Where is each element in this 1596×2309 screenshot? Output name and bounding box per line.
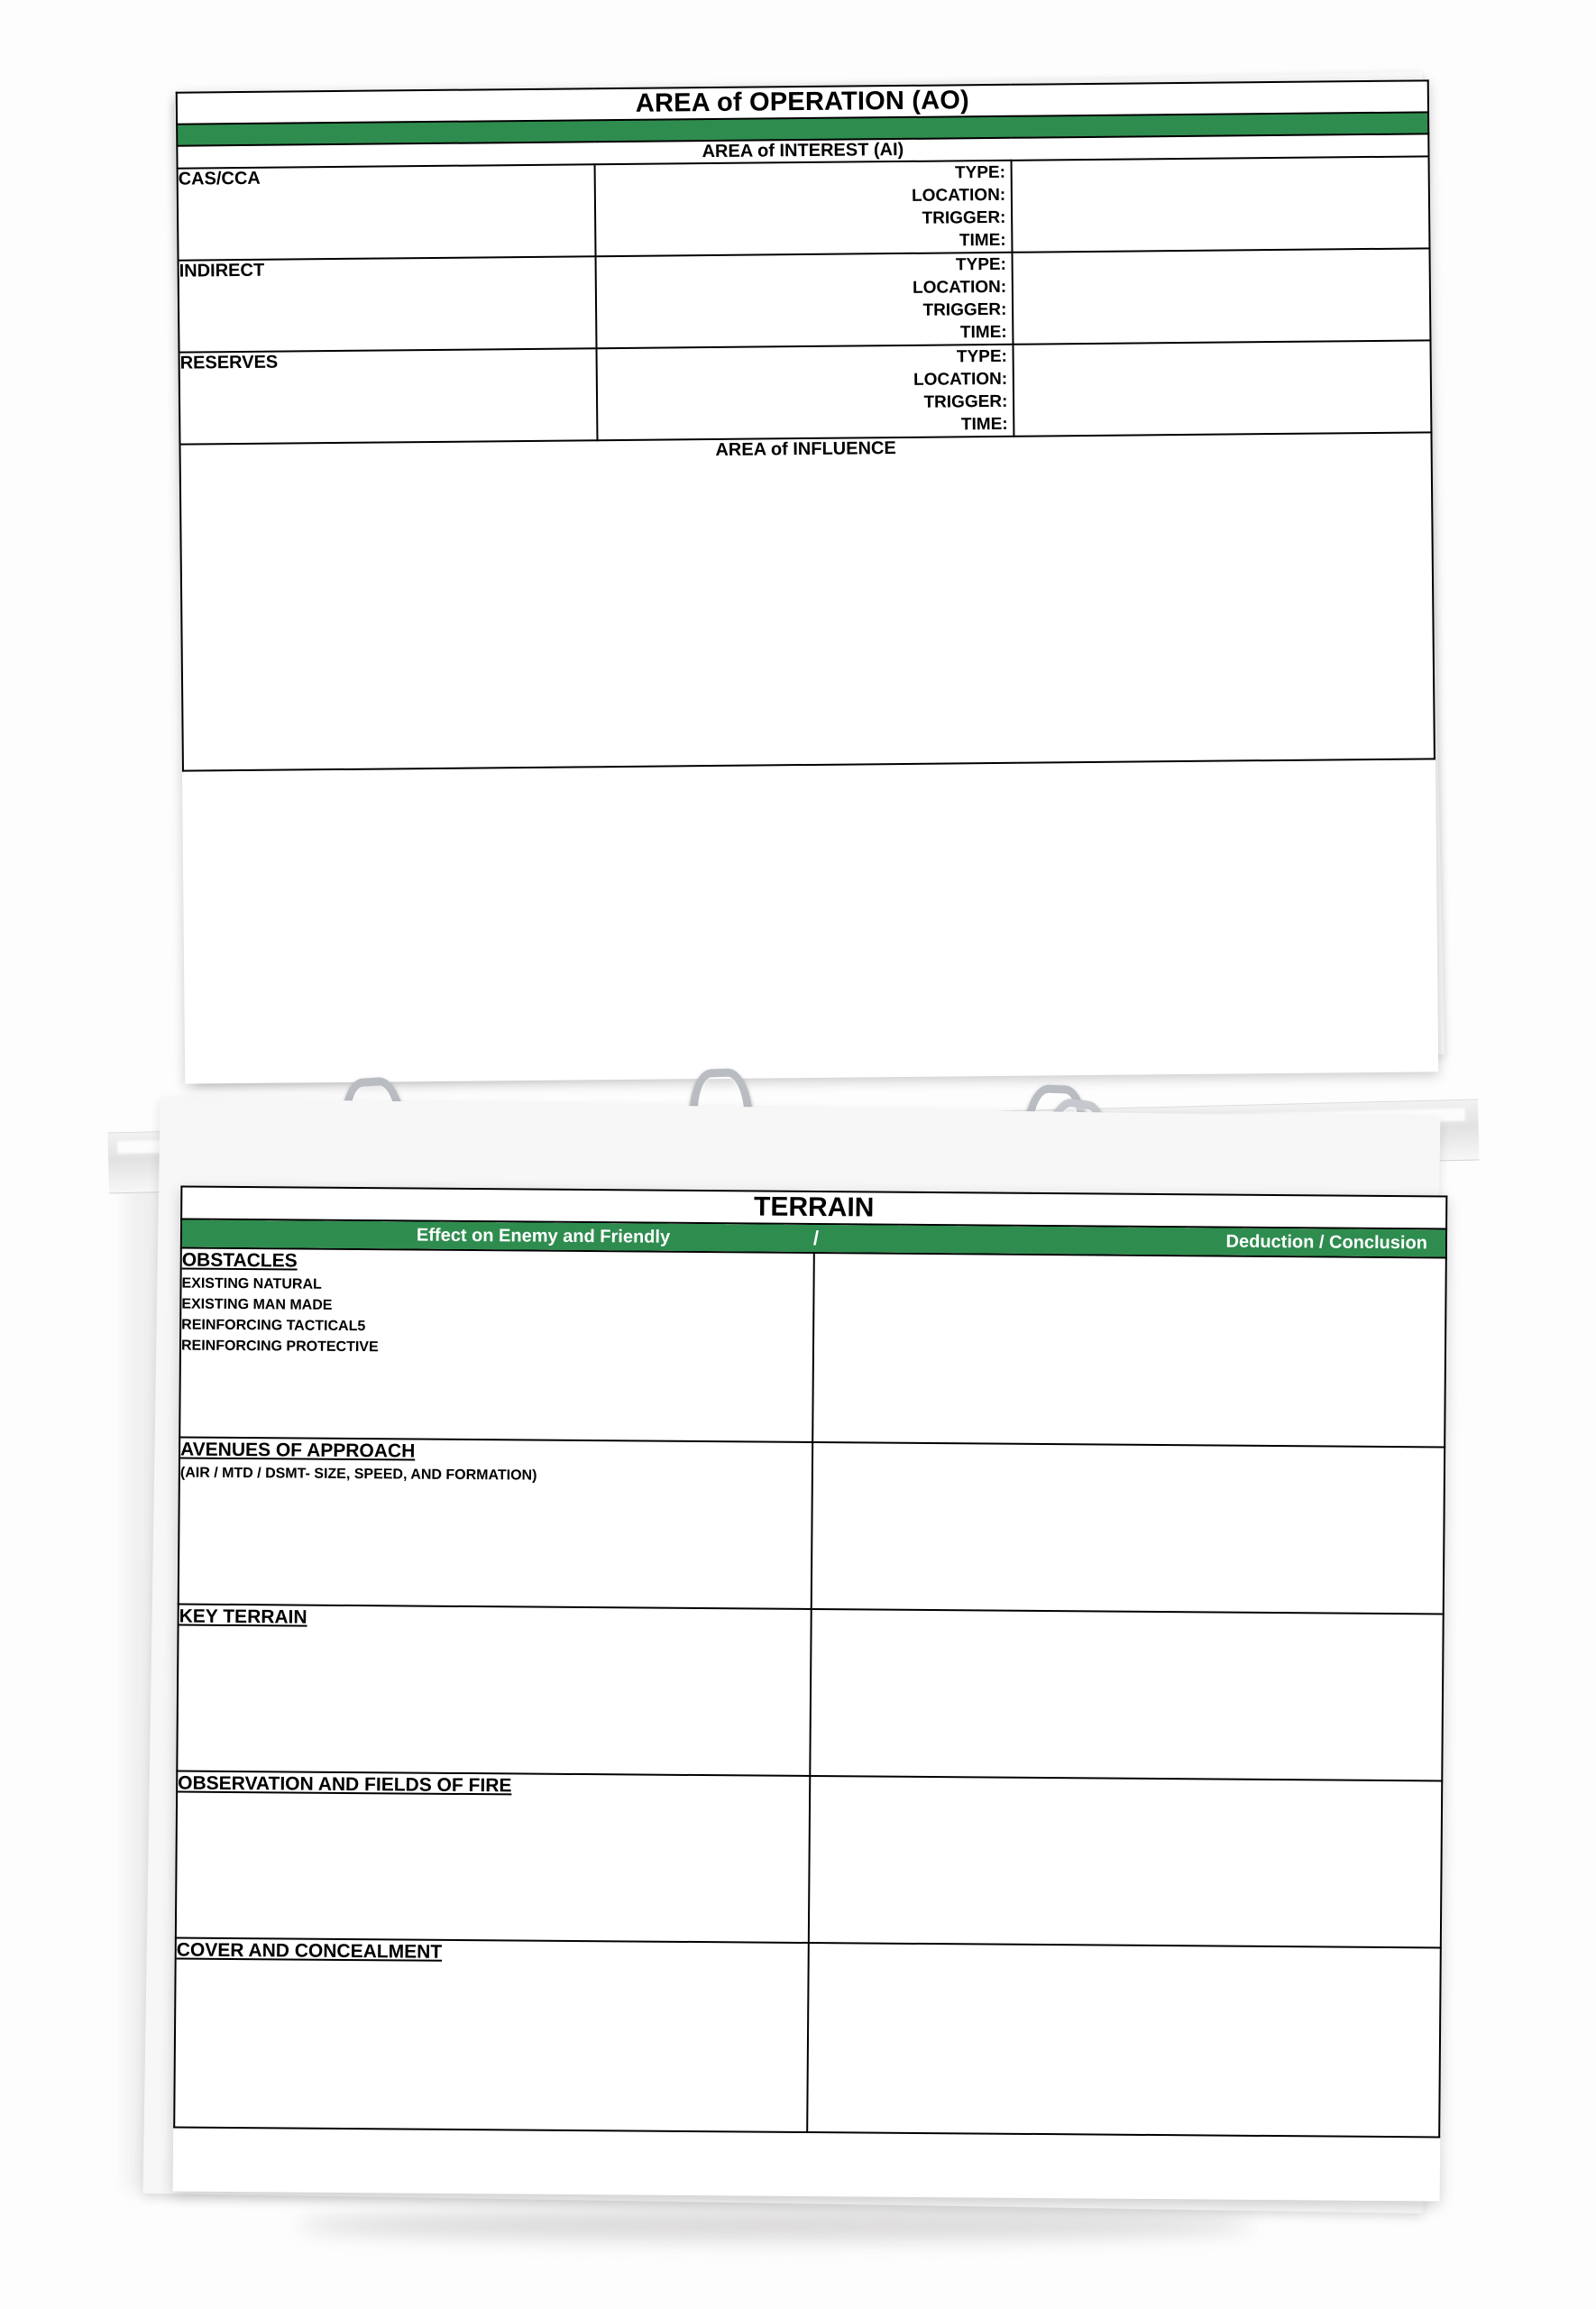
terrain-subline: REINFORCING TACTICAL5	[181, 1317, 366, 1335]
terrain-heading: AVENUES OF APPROACH	[180, 1439, 416, 1462]
table-row	[177, 1604, 1443, 1780]
field-label-location: LOCATION:	[911, 185, 1006, 206]
area-of-operation-table	[176, 79, 1435, 771]
row-label-reserves: RESERVES	[179, 348, 598, 444]
table-row	[176, 1771, 1442, 1947]
field-label-trigger: TRIGGER:	[923, 391, 1008, 412]
terrain-label-key-terrain	[177, 1604, 811, 1776]
write-in-area-indirect[interactable]	[1013, 248, 1431, 344]
write-in-area-key-terrain[interactable]	[810, 1609, 1444, 1781]
field-labels-reserves	[596, 345, 1014, 440]
ao-title: AREA of OPERATION (AO)	[177, 80, 1428, 124]
write-in-area-cover-and-concealment[interactable]	[807, 1943, 1441, 2138]
area-of-influence-row	[180, 432, 1435, 770]
table-row	[179, 1437, 1445, 1614]
table-row	[174, 1937, 1441, 2137]
field-label-type: TYPE:	[956, 346, 1008, 367]
field-label-type: TYPE:	[954, 162, 1006, 183]
table-row	[178, 156, 1430, 260]
table-row	[179, 340, 1432, 444]
terrain-subline: EXISTING MAN MADE	[181, 1296, 333, 1313]
row-label-indirect: INDIRECT	[179, 256, 597, 352]
terrain-subline: (AIR / MTD / DSMT- SIZE, SPEED, AND FORMATION)	[179, 1465, 537, 1484]
terrain-heading: OBSTACLES	[181, 1249, 298, 1272]
field-label-time: TIME:	[960, 414, 1008, 435]
field-label-type: TYPE:	[955, 254, 1007, 275]
terrain-header-slash: /	[812, 1227, 820, 1250]
write-in-area-obstacles[interactable]	[812, 1253, 1446, 1448]
terrain-label-observation-and-fields-of-fire	[176, 1771, 810, 1943]
field-label-time: TIME:	[959, 322, 1007, 343]
field-label-trigger: TRIGGER:	[922, 207, 1006, 228]
terrain-header-right: Deduction / Conclusion	[1225, 1231, 1428, 1254]
page-stack-shadow-bottom	[298, 2210, 1253, 2240]
terrain-sheet	[173, 1185, 1448, 2201]
terrain-heading: COVER AND CONCEALMENT	[176, 1939, 443, 1963]
terrain-heading: OBSERVATION AND FIELDS OF FIRE	[178, 1772, 512, 1797]
terrain-label-cover-and-concealment	[174, 1937, 808, 2132]
write-in-area-avenues-of-approach[interactable]	[811, 1442, 1445, 1614]
write-in-area-cas-cca[interactable]	[1012, 156, 1430, 252]
field-label-trigger: TRIGGER:	[922, 299, 1007, 320]
terrain-subline: EXISTING NATURAL	[181, 1275, 322, 1292]
terrain-header-left: Effect on Enemy and Friendly	[416, 1225, 671, 1247]
field-label-location: LOCATION:	[913, 369, 1008, 390]
terrain-label-obstacles	[179, 1248, 813, 1443]
terrain-table	[173, 1185, 1447, 2138]
table-row	[179, 248, 1431, 352]
terrain-subline: REINFORCING PROTECTIVE	[180, 1338, 379, 1356]
area-of-influence-heading[interactable]: AREA of INFLUENCE	[180, 432, 1435, 770]
row-label-cas-cca: CAS/CCA	[178, 164, 596, 260]
field-label-time: TIME:	[959, 230, 1006, 251]
write-in-area-reserves[interactable]	[1014, 340, 1432, 436]
area-of-interest-title: AREA of INTEREST (AI)	[177, 133, 1428, 168]
table-row	[179, 1248, 1446, 1448]
field-labels-cas-cca	[594, 161, 1013, 256]
write-in-area-observation-and-fields-of-fire[interactable]	[808, 1776, 1442, 1948]
terrain-title: TERRAIN	[181, 1187, 1446, 1229]
terrain-label-avenues-of-approach	[179, 1437, 812, 1609]
area-of-operation-sheet	[176, 79, 1438, 1083]
field-label-location: LOCATION:	[912, 277, 1007, 298]
terrain-heading: KEY TERRAIN	[179, 1605, 307, 1628]
field-labels-indirect	[595, 253, 1014, 348]
